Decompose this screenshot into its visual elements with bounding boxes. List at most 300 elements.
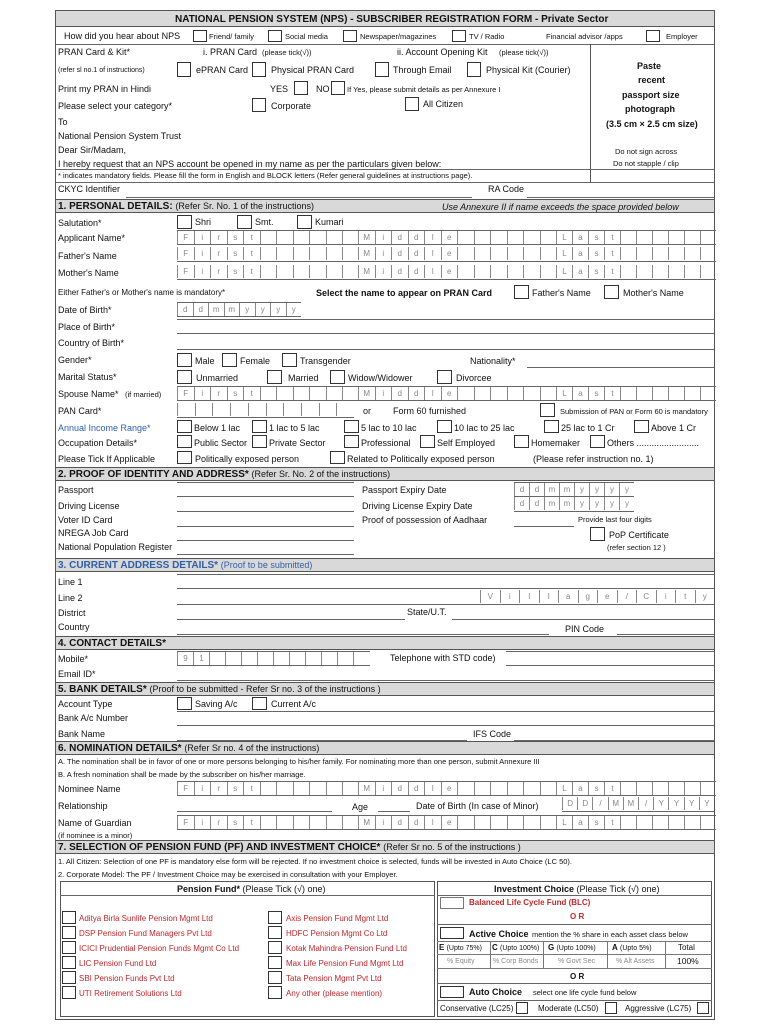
fund-checkbox[interactable]: [268, 911, 282, 924]
cell: L: [556, 247, 572, 260]
cell: [474, 231, 491, 244]
divorcee-checkbox[interactable]: [437, 370, 452, 384]
hindi-yes-checkbox[interactable]: [294, 81, 308, 95]
asset-input-eq[interactable]: % Equity: [447, 958, 475, 965]
cell: [490, 782, 507, 795]
cell: [636, 816, 652, 829]
smt-checkbox[interactable]: [237, 215, 252, 229]
cell: [474, 387, 491, 400]
cell: a: [572, 387, 588, 400]
cell: [490, 265, 507, 278]
ckyc-label: CKYC Identifier: [58, 184, 121, 194]
cell: [540, 782, 557, 795]
cell: M: [623, 797, 638, 810]
hear-social-checkbox[interactable]: [268, 30, 282, 42]
cell: [342, 265, 359, 278]
cell: i: [656, 590, 676, 603]
ifs-input[interactable]: [514, 726, 714, 741]
occupation-option-checkbox[interactable]: [252, 435, 267, 448]
pan-label: PAN Card*: [58, 406, 102, 416]
pob-input[interactable]: [177, 319, 714, 334]
nominee-first-name-input[interactable]: [177, 781, 359, 796]
guardian-last-name-input[interactable]: [556, 815, 716, 830]
mother-middle-name-input[interactable]: [358, 265, 556, 280]
pf-note-1: 1. All Citizen: Selection of one PF is mandatory else form will be rejected. If no investment choice is selected, funds will be invested in Auto Choice (LC 50).: [58, 857, 573, 866]
kit-email-label: Through Email: [393, 65, 452, 75]
fund-checkbox[interactable]: [62, 971, 76, 984]
category-allcitizen-label: All Citizen: [423, 99, 464, 109]
married-checkbox[interactable]: [267, 370, 282, 384]
fund-checkbox[interactable]: [62, 956, 76, 969]
hear-tv-label: TV / Radio: [469, 32, 505, 41]
cell: [293, 265, 310, 278]
transgender-checkbox[interactable]: [282, 353, 297, 367]
telephone-input[interactable]: [506, 651, 714, 666]
cell: [230, 403, 248, 416]
pan-or: or: [363, 406, 372, 416]
current-checkbox[interactable]: [252, 697, 267, 710]
asset-total-head: Total: [678, 943, 695, 952]
cell: M: [358, 247, 375, 260]
cell: [540, 231, 557, 244]
cell: y: [286, 303, 302, 316]
nominee-dob-label: Date of Birth (In case of Minor): [416, 801, 539, 811]
asset-input-gs[interactable]: % Govt Sec: [558, 958, 595, 965]
female-label: Female: [240, 356, 271, 366]
blc-label: Balanced Life Cycle Fund (BLC): [469, 898, 591, 907]
hindi-no-checkbox[interactable]: [331, 81, 345, 95]
mandatory-note: * indicates mandatory fields. Please fill the form in English and BLOCK letters (Refer general guidelines at instructions page).: [58, 171, 473, 180]
fund-checkbox[interactable]: [268, 986, 282, 999]
cell: [700, 782, 716, 795]
cell: [523, 247, 540, 260]
section-4-header: [56, 636, 714, 650]
pran-father-label: Father's Name: [532, 288, 591, 298]
country-input[interactable]: [177, 620, 549, 635]
pran-kit-label: PRAN Card & Kit*: [58, 47, 131, 57]
shri-checkbox[interactable]: [177, 215, 192, 229]
cell: s: [588, 782, 604, 795]
asset-cap: (Upto 100%): [556, 945, 596, 952]
cell: [636, 387, 652, 400]
cell: s: [227, 816, 244, 829]
asset-col-divider: [607, 941, 608, 969]
mobile-input[interactable]: [177, 651, 370, 666]
applicant-name-label: Applicant Name*: [58, 233, 126, 243]
guardian-first-name-input[interactable]: [177, 815, 359, 830]
cell: [309, 231, 326, 244]
nrega-label: NREGA Job Card: [58, 528, 129, 538]
npr-label: National Population Register: [58, 542, 173, 552]
cell: [209, 652, 225, 665]
acc-no-input[interactable]: [177, 711, 714, 726]
cell: l: [519, 590, 539, 603]
ra-code-input[interactable]: [527, 183, 714, 198]
section-1-annex-note: Use Annexure II if name exceeds the space provided below: [442, 202, 679, 212]
income-option-label: Above 1 Cr: [651, 423, 697, 433]
voter-label: Voter ID Card: [58, 515, 113, 525]
epran-checkbox[interactable]: [177, 62, 191, 77]
inv-or-1: O R: [570, 912, 585, 921]
cell: [457, 782, 474, 795]
relationship-label: Relationship: [58, 801, 108, 811]
hindi-annex-note: If Yes, please submit details as per Annexure I: [347, 85, 501, 94]
cell: t: [604, 265, 620, 278]
father-middle-name-input[interactable]: [358, 247, 556, 262]
pran-mother-checkbox[interactable]: [604, 285, 619, 299]
pin-input[interactable]: [617, 620, 714, 635]
cell: d: [391, 816, 408, 829]
cell: [636, 231, 652, 244]
nominee-last-name-input[interactable]: [556, 781, 716, 796]
npr-input[interactable]: [177, 540, 354, 555]
fund-checkbox[interactable]: [62, 911, 76, 924]
fund-checkbox[interactable]: [268, 926, 282, 939]
age-input[interactable]: [378, 797, 410, 812]
cell: s: [588, 247, 604, 260]
mother-last-name-input[interactable]: [556, 265, 716, 280]
applicant-middle-name-input[interactable]: [358, 230, 556, 245]
cell: l: [424, 816, 441, 829]
female-checkbox[interactable]: [222, 353, 237, 367]
cell: a: [572, 265, 588, 278]
male-label: Male: [195, 356, 215, 366]
divider: [437, 924, 712, 925]
fund-label: Kotak Mahindra Pension Fund Ltd: [286, 944, 407, 953]
hear-social-label: Social media: [285, 32, 328, 41]
fund-checkbox[interactable]: [62, 986, 76, 999]
inv-head-tick: (Please Tick (√) one): [576, 884, 660, 894]
spouse-label: Spouse Name*: [58, 389, 119, 399]
blc-checkbox[interactable]: [440, 897, 464, 909]
income-option-label: 1 lac to 5 lac: [269, 423, 320, 433]
auto-checkbox[interactable]: [440, 986, 464, 998]
asset-input-aa[interactable]: % Alt Assets: [616, 958, 655, 965]
lc50-label: Moderate (LC50): [538, 1004, 599, 1013]
section-2-sub: (Refer Sr. No. 2 of the instructions): [251, 469, 391, 479]
cell: d: [391, 247, 408, 260]
nominee-middle-name-input[interactable]: [358, 781, 556, 796]
cell: [668, 231, 684, 244]
divider: [437, 1000, 712, 1001]
smt-label: Smt.: [255, 217, 274, 227]
hear-advisor-checkbox[interactable]: [646, 30, 660, 42]
kumari-checkbox[interactable]: [297, 215, 312, 229]
hear-news-label: Newspaper/magazines: [360, 32, 437, 41]
current-label: Current A/c: [271, 699, 317, 709]
cell: y: [270, 303, 286, 316]
cell: t: [604, 247, 620, 260]
cell: y: [619, 497, 634, 510]
income-option-checkbox[interactable]: [177, 420, 192, 433]
cell: [652, 247, 668, 260]
occupation-option-checkbox[interactable]: [420, 435, 435, 448]
cell: e: [441, 387, 458, 400]
dl-expiry-label: Driving License Expiry Date: [362, 501, 473, 511]
line1-label: Line 1: [58, 577, 83, 587]
cell: i: [194, 247, 211, 260]
if-minor-note: (if nominee is a minor): [58, 831, 133, 840]
income-option-label: 10 lac to 25 lac: [454, 423, 515, 433]
father-first-name-input[interactable]: [177, 247, 359, 262]
occupation-option-checkbox[interactable]: [177, 435, 192, 448]
ra-code-label: RA Code: [488, 184, 525, 194]
cell: [636, 782, 652, 795]
district-label: District: [58, 608, 86, 618]
cell: i: [375, 247, 392, 260]
asset-letter: E: [439, 943, 445, 952]
occupation-option-checkbox[interactable]: [590, 435, 605, 448]
inv-head: [494, 885, 660, 894]
cell: [260, 265, 277, 278]
pop-checkbox[interactable]: [590, 527, 605, 541]
cell: e: [597, 590, 617, 603]
cell: [700, 231, 716, 244]
cell: [260, 231, 277, 244]
line1-input[interactable]: [177, 574, 714, 589]
cell: a: [572, 782, 588, 795]
hear-tv-checkbox[interactable]: [452, 30, 466, 42]
cell: [342, 231, 359, 244]
country-label: Country: [58, 622, 90, 632]
pf-note-2: 2. Corporate Model: The PF / Investment Choice may be exercised in consultation with your Employer.: [58, 870, 398, 879]
pan-mandatory-note: Submission of PAN or Form 60 is mandatory: [560, 407, 708, 416]
income-option-label: 25 lac to 1 Cr: [561, 423, 615, 433]
cell: [652, 265, 668, 278]
aadhaar-last4-input[interactable]: [514, 512, 574, 527]
asset-input-cb[interactable]: % Corp Bonds: [493, 958, 539, 965]
dl-label: Driving License: [58, 501, 120, 511]
fund-checkbox[interactable]: [62, 926, 76, 939]
cell: m: [208, 303, 224, 316]
cell: a: [558, 590, 578, 603]
kit-physical-checkbox[interactable]: [467, 62, 481, 77]
ifs-label: IFS Code: [473, 729, 512, 739]
either-note: Either Father's or Mother's name is mandatory*: [58, 288, 226, 297]
dob-input[interactable]: [177, 302, 301, 317]
cell: [326, 265, 343, 278]
male-checkbox[interactable]: [177, 353, 192, 367]
spouse-middle-name-input[interactable]: [358, 386, 556, 401]
kit-email-checkbox[interactable]: [375, 62, 389, 77]
asset-total-value: 100%: [677, 956, 699, 966]
pran-card-tick: (please tick(√)): [262, 48, 312, 57]
cell: [684, 816, 700, 829]
lc50-checkbox[interactable]: [605, 1002, 617, 1014]
hear-news-checkbox[interactable]: [343, 30, 357, 42]
cell: m: [224, 303, 240, 316]
cell: F: [177, 231, 194, 244]
section-3-header: [56, 558, 714, 572]
cell: y: [604, 483, 619, 496]
cell: d: [514, 483, 529, 496]
kit-heading: ii. Account Opening Kit: [397, 47, 488, 57]
cell: [523, 816, 540, 829]
cell: m: [559, 497, 574, 510]
cell: t: [604, 816, 620, 829]
unmarried-checkbox[interactable]: [177, 370, 192, 384]
tick-if-label: Please Tick If Applicable: [58, 454, 156, 464]
lc75-checkbox[interactable]: [697, 1002, 709, 1014]
district-input[interactable]: [177, 605, 405, 620]
income-option-checkbox[interactable]: [252, 420, 267, 433]
saving-checkbox[interactable]: [177, 697, 192, 710]
pran-refer: (refer sl no.1 of instructions): [58, 67, 145, 74]
cell: d: [408, 816, 425, 829]
cell: r: [210, 816, 227, 829]
cell: d: [529, 483, 544, 496]
cell: e: [441, 782, 458, 795]
cell: [507, 265, 524, 278]
pf-head-title: Pension Fund*: [177, 884, 240, 894]
dl-input[interactable]: [177, 497, 354, 512]
cell: l: [424, 265, 441, 278]
fund-checkbox[interactable]: [268, 956, 282, 969]
applicant-first-name-input[interactable]: [177, 230, 359, 245]
fund-checkbox[interactable]: [268, 941, 282, 954]
village-input[interactable]: [480, 590, 714, 605]
cell: [266, 403, 284, 416]
physical-pran-checkbox[interactable]: [252, 62, 266, 77]
cell: d: [193, 303, 209, 316]
asset-letter: C: [492, 943, 498, 952]
bank-name-label: Bank Name: [58, 729, 106, 739]
cell: Y: [699, 797, 714, 810]
shri-label: Shri: [195, 217, 212, 227]
occupation-option-checkbox[interactable]: [344, 435, 359, 448]
rpep-checkbox[interactable]: [330, 451, 345, 464]
cell: M: [358, 265, 375, 278]
email-input[interactable]: [177, 666, 714, 681]
occupation-option-label: Professional: [361, 438, 411, 448]
cell: [276, 816, 293, 829]
cell: [260, 247, 277, 260]
cob-input[interactable]: [177, 335, 714, 350]
fund-checkbox[interactable]: [62, 941, 76, 954]
kit-physical-label: Physical Kit (Courier): [486, 65, 571, 75]
bank-name-input[interactable]: [177, 726, 467, 741]
photo-text-2: recent: [638, 75, 666, 85]
category-label: Please select your category*: [58, 101, 173, 111]
guardian-middle-name-input[interactable]: [358, 815, 556, 830]
income-option-checkbox[interactable]: [544, 420, 559, 433]
cell: [620, 782, 636, 795]
cell: [293, 231, 310, 244]
category-allcitizen-checkbox[interactable]: [405, 97, 419, 111]
married-label: Married: [288, 373, 319, 383]
cell: Y: [653, 797, 668, 810]
income-option-checkbox[interactable]: [634, 420, 649, 433]
age-label: Age: [352, 802, 369, 812]
cell: D: [562, 797, 577, 810]
lc25-checkbox[interactable]: [516, 1002, 528, 1014]
cell: s: [588, 387, 604, 400]
cell: /: [638, 797, 653, 810]
hear-friend-checkbox[interactable]: [193, 30, 207, 42]
cell: [490, 247, 507, 260]
pep-checkbox[interactable]: [177, 451, 192, 464]
cell: i: [375, 782, 392, 795]
cell: [652, 231, 668, 244]
cell: [540, 265, 557, 278]
section-7-title: 7. SELECTION OF PENSION FUND (PF) AND INVESTMENT CHOICE*: [58, 842, 381, 853]
asset-letter: G: [548, 943, 555, 952]
spouse-first-name-input[interactable]: [177, 386, 359, 401]
widow-checkbox[interactable]: [330, 370, 345, 384]
mother-first-name-input[interactable]: [177, 265, 359, 280]
asset-col-divider: [543, 941, 544, 969]
cell: M: [358, 816, 375, 829]
cell: d: [391, 782, 408, 795]
pan-input[interactable]: [177, 403, 354, 418]
fund-label: Any other (please mention): [286, 989, 383, 998]
passport-expiry-input[interactable]: [514, 482, 634, 497]
occupation-option-checkbox[interactable]: [514, 435, 529, 448]
father-last-name-input[interactable]: [556, 247, 716, 262]
dl-expiry-input[interactable]: [514, 497, 634, 512]
cell: [700, 387, 716, 400]
category-corporate-label: Corporate: [271, 101, 312, 111]
category-corporate-checkbox[interactable]: [252, 98, 266, 112]
cell: d: [391, 387, 408, 400]
active-checkbox[interactable]: [440, 927, 464, 939]
photo-text-3: passport size: [622, 90, 680, 100]
income-option-checkbox[interactable]: [344, 420, 359, 433]
nrega-input[interactable]: [177, 526, 354, 541]
spouse-last-name-input[interactable]: [556, 386, 716, 401]
dob-label: Date of Birth*: [58, 305, 112, 315]
applicant-last-name-input[interactable]: [556, 230, 716, 245]
relationship-input[interactable]: [177, 797, 332, 812]
voter-input[interactable]: [177, 512, 354, 527]
physical-pran-label: Physical PRAN Card: [271, 65, 355, 75]
line2-input[interactable]: [177, 590, 480, 605]
ckyc-input[interactable]: [126, 183, 472, 198]
nominee-dob-input[interactable]: [562, 797, 714, 812]
cell: [700, 265, 716, 278]
cell: [684, 265, 700, 278]
cell: [309, 782, 326, 795]
transgender-label: Transgender: [300, 356, 351, 366]
state-input[interactable]: [452, 605, 714, 620]
fund-label: HDFC Pension Mgmt Co Ltd: [286, 929, 388, 938]
cell: y: [589, 497, 604, 510]
cell: [326, 782, 343, 795]
aadhaar-label: Proof of possession of Aadhaar: [362, 515, 488, 525]
pran-father-checkbox[interactable]: [514, 285, 529, 299]
cell: y: [574, 483, 589, 496]
photo-note-2: Do not stapple / clip: [613, 159, 679, 168]
cell: m: [544, 497, 559, 510]
form60-checkbox[interactable]: [540, 403, 555, 417]
cell: t: [604, 387, 620, 400]
cell: [474, 782, 491, 795]
select-pran-name: Select the name to appear on PRAN Card: [316, 288, 493, 298]
fund-checkbox[interactable]: [268, 971, 282, 984]
cell: y: [619, 483, 634, 496]
income-option-checkbox[interactable]: [437, 420, 452, 433]
nationality-input[interactable]: [527, 353, 714, 368]
cell: i: [194, 231, 211, 244]
section-2-title: 2. PROOF OF IDENTITY AND ADDRESS*: [58, 469, 249, 480]
cell: [336, 403, 354, 416]
section-6-header: [56, 741, 714, 755]
section-3-title: 3. CURRENT ADDRESS DETAILS*: [58, 560, 219, 571]
cell: [507, 782, 524, 795]
passport-input[interactable]: [177, 482, 354, 497]
section-7-header: [56, 840, 714, 854]
guardian-label: Name of Guardian: [58, 818, 132, 828]
